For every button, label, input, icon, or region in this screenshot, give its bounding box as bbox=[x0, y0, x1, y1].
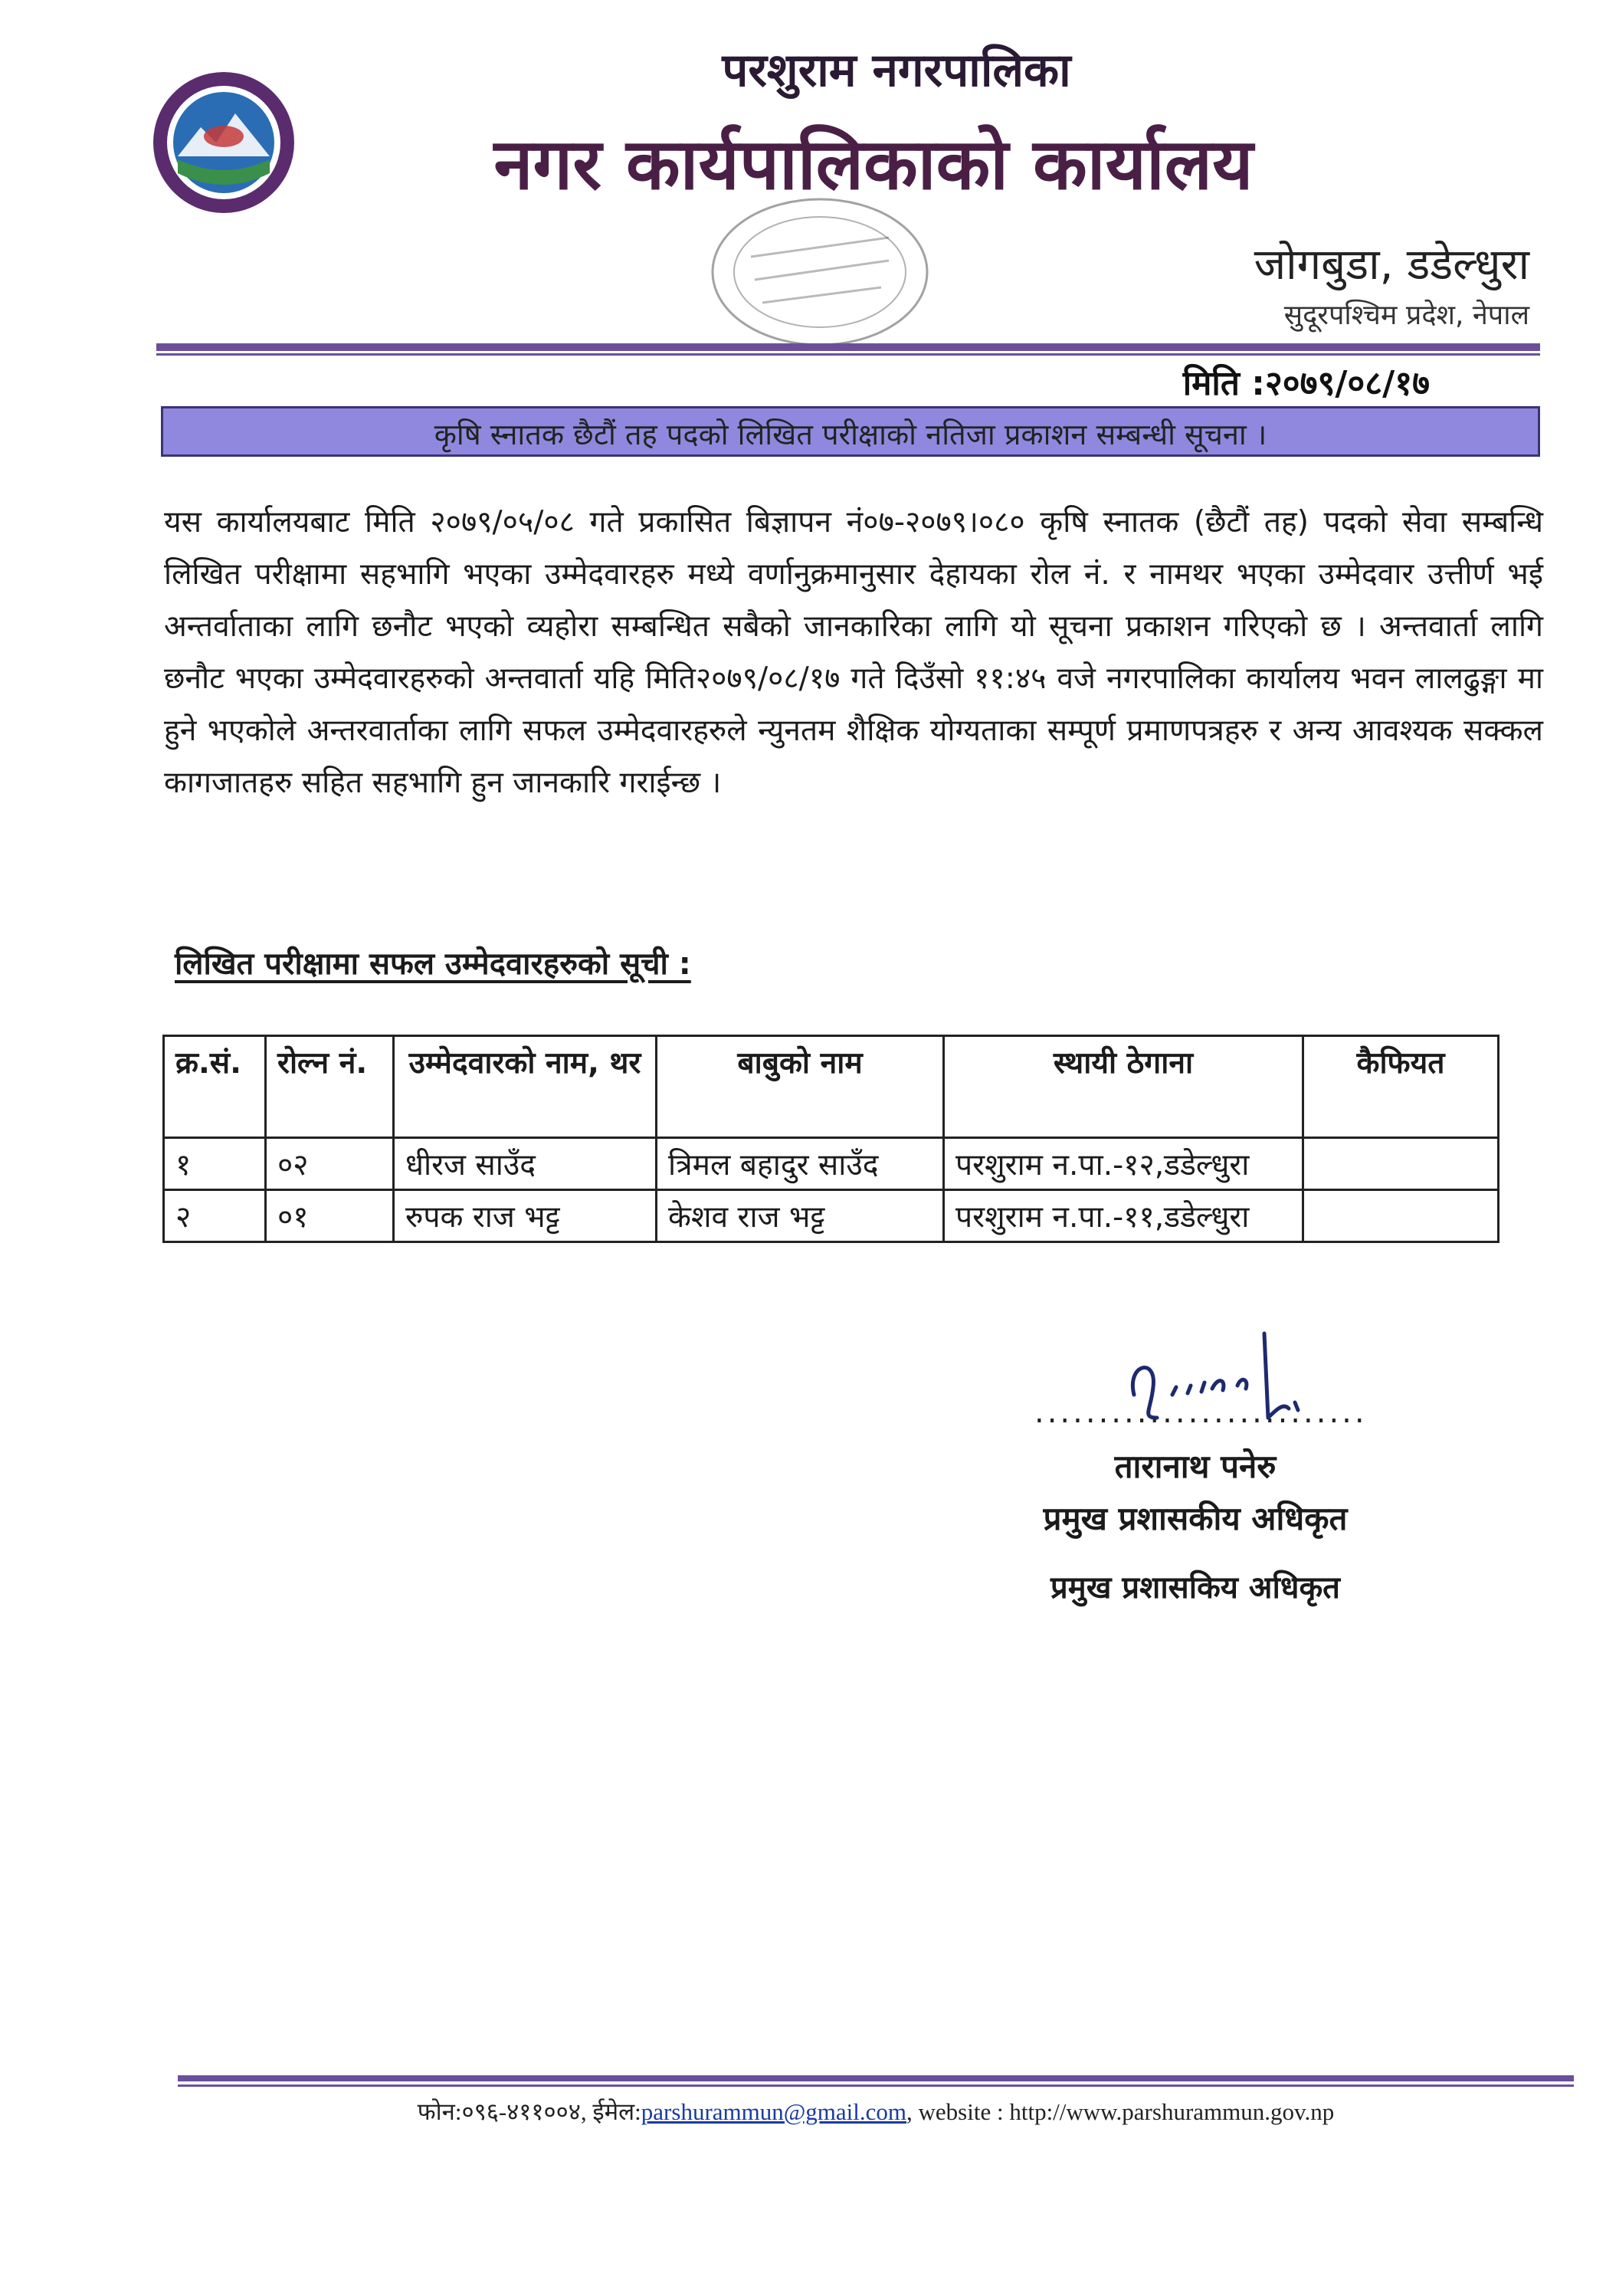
cell-serial: २ bbox=[164, 1190, 266, 1242]
col-roll: रोल्न नं. bbox=[266, 1036, 394, 1138]
cell-roll: ०२ bbox=[266, 1138, 394, 1190]
table-row bbox=[164, 1190, 1499, 1242]
footer-email-label: ईमेल: bbox=[592, 2098, 641, 2125]
cell-remarks bbox=[1303, 1190, 1499, 1242]
footer-email-link[interactable]: parshurammun@gmail.com bbox=[641, 2098, 907, 2125]
cell-candidate-name: धीरज साउँद bbox=[394, 1138, 657, 1190]
results-table bbox=[162, 1035, 1499, 1243]
cell-father-name: केशव राज भट्ट bbox=[657, 1190, 944, 1242]
header-divider bbox=[156, 343, 1540, 351]
col-remarks: कैफियत bbox=[1303, 1036, 1499, 1138]
cell-address: परशुराम न.पा.-१२,डडेल्धुरा bbox=[944, 1138, 1303, 1190]
office-title: नगर कार्यपालिकाको कार्यालय bbox=[493, 123, 1254, 205]
col-father-name: बाबुको नाम bbox=[657, 1036, 944, 1138]
office-location: जोगबुडा, डडेल्धुरा bbox=[1254, 240, 1529, 290]
municipality-name: परशुराम नगरपालिका bbox=[722, 44, 1071, 97]
signature-dotted-line: .......................... bbox=[1034, 1395, 1368, 1430]
table-row bbox=[164, 1138, 1499, 1190]
col-serial: क्र.सं. bbox=[164, 1036, 266, 1138]
signer-title-stamp: प्रमुख प्रशासकिय अधिकृत bbox=[1050, 1570, 1340, 1606]
notice-body: यस कार्यालयबाट मिति २०७९/०५/०८ गते प्रकासित बिज्ञापन नं०७-२०७९।०८० कृषि स्नातक (छैटौं तह) पदको सेवा सम्बन्धि लिखित परीक्षामा सहभागि भएका उम्मेदवारहरु मध्ये वर्णानुक्रमानुसार देहायका रोल नं. र नामथर भएका उम्मेदवार उत्तीर्ण भई अन्तर्वाताका लागि छनौट भएको व्यहोरा सम्बन्धित सबैको जानकारिका लागि यो सूचना प्रकाशन गरिएको छ । अन्तवार्ता लागि छनौट भएका उम्मेदवारहरुको अन्तवार्ता यहि मिति२०७९/०८/१७ गते दिउँसो ११:४५ वजे नगरपालिका कार्यालय भवन लालढुङ्गा मा हुने भएकोले अन्तरवार्ताका लागि सफल उम्मेदवारहरुले न्युनतम शैक्षिक योग्यताका सम्पूर्ण प्रमाणपत्रहरु र अन्य आवश्यक सक्कल कागजातहरु सहित सहभागि हुन जानकारि गराईन्छ । bbox=[164, 505, 1543, 800]
footer-contact bbox=[178, 2095, 1574, 2127]
footer-divider-thin bbox=[178, 2084, 1574, 2087]
municipality-emblem bbox=[147, 66, 300, 219]
office-province: सुदूरपश्चिम प्रदेश, नेपाल bbox=[1283, 300, 1529, 331]
footer-divider bbox=[178, 2075, 1574, 2081]
col-address: स्थायी ठेगाना bbox=[944, 1036, 1303, 1138]
signer-title: प्रमुख प्रशासकीय अधिकृत bbox=[1043, 1500, 1348, 1537]
cell-candidate-name: रुपक राज भट्ट bbox=[394, 1190, 657, 1242]
signer-name: तारानाथ पनेरु bbox=[1114, 1448, 1277, 1485]
cell-address: परशुराम न.पा.-११,डडेल्धुरा bbox=[944, 1190, 1303, 1242]
footer-website[interactable]: , website : http://www.parshurammun.gov.np bbox=[906, 2098, 1335, 2125]
cell-roll: ०१ bbox=[266, 1190, 394, 1242]
cell-father-name: त्रिमल बहादुर साउँद bbox=[657, 1138, 944, 1190]
col-candidate-name: उम्मेदवारको नाम, थर bbox=[394, 1036, 657, 1138]
cell-serial: १ bbox=[164, 1138, 266, 1190]
header-divider-thin bbox=[156, 353, 1540, 356]
notice-date: मिति :२०७९/०८/१७ bbox=[1182, 364, 1430, 403]
table-header-row bbox=[164, 1036, 1499, 1138]
list-heading: लिखित परीक्षामा सफल उम्मेदवारहरुको सूची : bbox=[175, 946, 691, 982]
office-stamp bbox=[697, 184, 942, 360]
cell-remarks bbox=[1303, 1138, 1499, 1190]
notice-subject: कृषि स्नातक छैटौं तह पदको लिखित परीक्षाको नतिजा प्रकाशन सम्बन्धी सूचना । bbox=[434, 418, 1267, 451]
footer-phone: फोन:०९६-४११००४, bbox=[417, 2098, 587, 2125]
